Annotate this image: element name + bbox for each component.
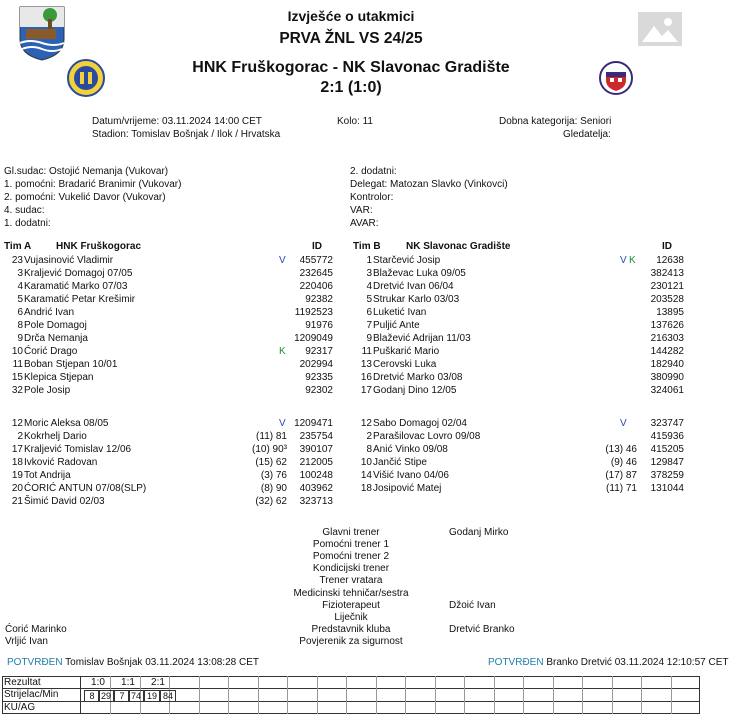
team-b-name: NK Slavonac Gradište [406,241,511,252]
player-number: 4 [17,281,23,292]
player-name: Puljić Ante [373,320,420,331]
player-id: 92335 [305,372,333,383]
player-name: Josipović Matej [373,483,442,494]
player-number: 1 [366,255,372,266]
scorer-minute-cell: 8 [84,690,100,702]
player-role: V [279,418,286,429]
grid-divider [494,676,495,714]
cards-row-label: KU/AG [4,702,36,713]
captain-marker: K [629,255,636,266]
player-name: Drča Nemanja [24,333,88,344]
grid-divider [435,676,436,714]
player-name: Dretvić Ivan 06/04 [373,281,454,292]
scorer-row-label: Strijelac/Min [4,689,59,700]
player-name: Anić Vinko 09/08 [373,444,448,455]
player-number: 7 [366,320,372,331]
staff-role: Pomoćni trener 2 [312,551,390,563]
result-row-label: Rezultat [4,677,41,688]
spectators: Gledatelja: [563,129,611,140]
player-name: Blažević Adrijan 11/03 [373,333,471,344]
substitution-minute: (32) 62 [255,496,287,507]
player-number: 8 [17,320,23,331]
grid-divider [612,676,613,714]
player-number: 18 [360,483,372,494]
grid-divider [464,676,465,714]
player-name: Boban Stjepan 10/01 [24,359,118,370]
player-id: 131044 [650,483,684,494]
player-number: 18 [11,457,23,468]
player-role: V [279,255,286,266]
player-id: 323713 [299,496,333,507]
player-id: 378259 [650,470,684,481]
player-row [0,469,702,482]
player-role: V [620,255,627,266]
player-id: 100248 [299,470,333,481]
player-name: Karamatić Marko 07/03 [24,281,128,292]
result-cell: 2:1 [151,677,165,688]
player-row [0,280,702,293]
player-id: 216303 [650,333,684,344]
player-name: Ćorić Drago [24,346,78,357]
staff-role: Povjerenik za sigurnost [299,635,403,647]
player-name: Višić Ivano 04/06 [373,470,449,481]
player-number: 17 [360,385,372,396]
player-id: 323747 [650,418,684,429]
player-id: 455772 [299,255,333,266]
match-score: 2:1 (1:0) [320,79,382,96]
official-line: AVAR: [350,218,379,229]
player-id: 182940 [650,359,684,370]
player-id: 144282 [650,346,684,357]
official-line: 2. pomoćni: Vukelić Davor (Vukovar) [4,192,166,203]
player-name: Godanj Dino 12/05 [373,385,457,396]
player-name: Kokrhelj Dario [24,431,87,442]
player-name: Blaževac Luka 09/05 [373,268,466,279]
player-number: 12 [11,418,23,429]
player-number: 4 [366,281,372,292]
player-name: ĆORIĆ ANTUN 07/08(SLP) [24,483,147,494]
substitution-minute: (8) 90 [260,483,287,494]
officials-left [4,166,181,231]
player-name: Starčević Josip [373,255,441,266]
player-id: 91976 [305,320,333,331]
staff-role: Trener vratara [319,575,383,587]
officials-right [350,166,508,231]
player-number: 9 [366,333,372,344]
player-id: 92317 [305,346,333,357]
scorer-minute-cell: 19 [144,690,160,702]
player-number: 17 [11,444,23,455]
substitution-minute: (17) 87 [605,470,637,481]
staff-role: Pomoćni trener 1 [312,539,390,551]
official-line: Gl.sudac: Ostojić Nemanja (Vukovar) [4,166,169,177]
player-role: V [620,418,627,429]
staff-away-name: Godanj Mirko [449,527,509,538]
confirm-home [7,657,259,668]
player-name: Klepica Stjepan [24,372,94,383]
player-number: 20 [11,483,23,494]
player-row [0,417,702,430]
player-name: Karamatić Petar Krešimir [24,294,136,305]
grid-divider [228,676,229,714]
player-role: K [279,346,286,357]
player-name: Ivković Radovan [24,457,98,468]
staff-role: Liječnik [334,611,368,623]
confirm-home-label: POTVRĐEN [7,657,63,668]
player-number: 5 [17,294,23,305]
team-a-label: Tim A [4,241,32,252]
staff-away-name: Dretvić Branko [449,623,515,635]
player-number: 11 [12,359,23,370]
competition-title: PRVA ŽNL VS 24/25 [279,30,423,47]
player-name: Šimić David 02/03 [24,496,105,507]
team-a-name: HNK Fruškogorac [56,241,142,252]
player-number: 14 [360,470,372,481]
results-grid [2,676,700,714]
player-name: Pole Domagoj [24,320,87,331]
grid-divider [405,676,406,714]
player-number: 6 [17,307,23,318]
player-number: 12 [360,418,372,429]
player-row [0,456,702,469]
report-title: Izvješće o utakmici [287,8,415,24]
staff-role: Predstavnik kluba [311,623,391,635]
player-number: 5 [366,294,372,305]
substitution-minute: (3) 76 [260,470,287,481]
player-row [0,430,702,443]
grid-divider [346,676,347,714]
player-id: 1209471 [294,418,333,429]
player-row [0,267,702,280]
player-id: 12638 [656,255,684,266]
substitution-minute: (13) 46 [605,444,637,455]
player-id: 137626 [650,320,684,331]
player-row [0,384,702,397]
player-id: 415205 [650,444,684,455]
substitution-minute: (9) 46 [610,457,637,468]
staff-home-name: Ćorić Marinko [5,623,67,635]
player-number: 2 [17,431,23,442]
player-number: 10 [360,457,372,468]
player-id: 380990 [650,372,684,383]
player-id: 390107 [299,444,333,455]
player-id: 92302 [305,385,333,396]
player-number: 10 [11,346,23,357]
confirm-home-text: Tomislav Bošnjak 03.11.2024 13:08:28 CET [65,657,259,668]
grid-divider [376,676,377,714]
player-name: Parašilovac Lovro 09/08 [373,431,481,442]
grid-divider [523,676,524,714]
player-row [0,443,702,456]
player-id: 230121 [650,281,684,292]
grid-divider [258,676,259,714]
grid-divider [553,676,554,714]
player-number: 19 [11,470,23,481]
player-id: 324061 [650,385,684,396]
team-a-id-header: ID [312,241,322,252]
player-number: 3 [17,268,23,279]
grid-divider [641,676,642,714]
player-number: 11 [361,346,372,357]
grid-divider [199,676,200,714]
player-id: 220406 [299,281,333,292]
player-name: Kraljević Domagoj 07/05 [24,268,133,279]
scorer-minute-cell: 29 [98,690,114,702]
match-stadium: Stadion: Tomislav Bošnjak / Ilok / Hrvatska [92,129,281,140]
player-row [0,254,702,267]
player-id: 232645 [299,268,333,279]
staff-home-name: Vrljić Ivan [5,635,48,647]
player-id: 235754 [299,431,333,442]
official-line: Delegat: Matozan Slavko (Vinkovci) [350,179,508,190]
player-number: 21 [11,496,23,507]
player-id: 13895 [656,307,684,318]
substitution-minute: (10) 90³ [251,444,287,455]
player-number: 6 [366,307,372,318]
player-number: 16 [360,372,372,383]
player-number: 32 [11,385,23,396]
player-number: 2 [366,431,372,442]
match-datetime: Datum/vrijeme: 03.11.2024 14:00 CET [92,116,262,127]
team-b-label: Tim B [353,241,381,252]
official-line: 4. sudac: [4,205,45,216]
player-row [0,332,702,345]
scorer-minute-cell: 74 [128,690,144,702]
substitution-minute: (11) 81 [256,431,287,442]
player-name: Jančić Stipe [373,457,427,468]
age-category: Dobna kategorija: Seniori [499,116,612,127]
player-number: 15 [11,372,23,383]
confirm-away-label: POTVRĐEN [488,657,544,668]
result-cell: 1:0 [91,677,105,688]
scorer-minute-cell: 7 [114,690,130,702]
grid-divider [287,676,288,714]
official-line: 1. pomoćni: Bradarić Branimir (Vukovar) [4,179,182,190]
player-id: 1192523 [294,307,333,318]
staff-role: Glavni trener [322,527,380,538]
player-row [0,293,702,306]
player-id: 202994 [299,359,333,370]
player-name: Tot Andrija [24,470,71,481]
player-name: Kraljević Tomislav 12/06 [24,444,132,455]
player-name: Strukar Karlo 03/03 [373,294,460,305]
player-name: Sabo Domagoj 02/04 [373,418,467,429]
player-row [0,319,702,332]
player-number: 8 [366,444,372,455]
result-cell: 1:1 [121,677,135,688]
staff-role: Fizioterapeut [322,599,380,611]
player-name: Dretvić Marko 03/08 [373,372,463,383]
player-row [0,358,702,371]
staff-away-name: Džoić Ivan [449,599,496,611]
player-name: Vujasinović Vladimir [24,255,114,266]
grid-divider [582,676,583,714]
staff-role: Medicinski tehničar/sestra [293,587,409,599]
official-line: 2. dodatni: [350,166,397,177]
player-row [0,482,702,495]
player-name: Puškarić Mario [373,346,440,357]
player-row [0,495,702,508]
player-id: 415936 [650,431,684,442]
player-id: 1209049 [294,333,333,344]
player-name: Andrić Ivan [24,307,75,318]
official-line: VAR: [350,205,373,216]
player-name: Moric Aleksa 08/05 [24,418,109,429]
player-name: Pole Josip [24,385,71,396]
team-b-id-header: ID [662,241,672,252]
official-line: 1. dodatni: [4,218,51,229]
player-name: Luketić Ivan [373,307,427,318]
player-row [0,306,702,319]
player-id: 403962 [299,483,333,494]
player-number: 3 [366,268,372,279]
player-name: Cerovski Luka [373,359,437,370]
grid-divider [671,676,672,714]
grid-divider [317,676,318,714]
official-line: Kontrolor: [350,192,394,203]
player-number: 13 [360,359,372,370]
staff-role: Kondicijski trener [312,563,390,575]
confirm-away-text: Branko Dretvić 03.11.2024 12:10:57 CET [546,657,729,668]
substitution-minute: (11) 71 [606,483,637,494]
player-id: 382413 [650,268,684,279]
player-id: 129847 [650,457,684,468]
scorer-minute-cell: 84 [160,690,176,702]
matchup-title: HNK Fruškogorac - NK Slavonac Gradište [192,59,510,76]
player-row [0,371,702,384]
player-id: 92382 [305,294,333,305]
player-number: 9 [17,333,23,344]
player-row [0,345,702,358]
match-round: Kolo: 11 [337,116,373,127]
player-id: 212005 [299,457,333,468]
confirm-away [488,657,729,668]
substitution-minute: (15) 62 [255,457,287,468]
player-number: 23 [11,255,23,266]
player-id: 203528 [650,294,684,305]
